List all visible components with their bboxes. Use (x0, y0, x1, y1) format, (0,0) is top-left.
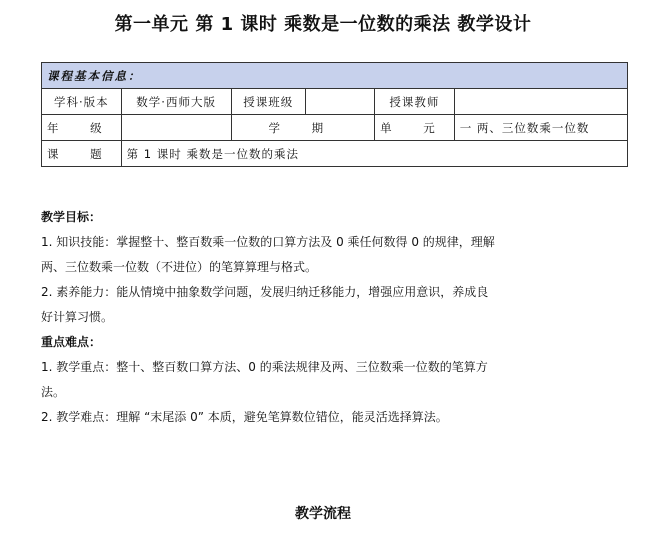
table-header: 课程基本信息： (42, 63, 628, 89)
table-header-row (42, 63, 628, 89)
objectives-line: 好计算习惯。 (41, 310, 114, 324)
key-points-line: 2. 教学难点：理解 “末尾添 0” 本质，避免笔算数位错位，能灵活选择算法。 (41, 410, 448, 424)
flow-heading: 教学流程 (295, 506, 351, 522)
table-row (42, 141, 628, 167)
unit-value: 一 两、三位数乘一位数 (454, 115, 627, 141)
document-title: 第一单元 第 1 课时 乘数是一位数的乘法 教学设计 (114, 14, 532, 35)
teacher-value (454, 89, 627, 115)
lesson-content (41, 205, 611, 430)
subject-value: 数学·西师大版 (121, 89, 231, 115)
teacher-label: 授课教师 (375, 89, 455, 115)
objectives-line: 1. 知识技能：掌握整十、整百数乘一位数的口算方法及 0 乘任何数得 0 的规律，理解 (41, 235, 495, 249)
table-row (42, 115, 628, 141)
key-points-line: 法。 (41, 385, 66, 399)
objectives-line: 2. 素养能力：能从情境中抽象数学问题，发展归纳迁移能力，增强应用意识，养成良 (41, 285, 489, 299)
table-row (42, 89, 628, 115)
topic-label: 课 题 (42, 141, 122, 167)
topic-value: 第 1 课时 乘数是一位数的乘法 (121, 141, 627, 167)
grade-label: 年 级 (42, 115, 122, 141)
objectives-heading: 教学目标： (41, 210, 102, 224)
key-points-line: 1. 教学重点：整十、整百数口算方法、0 的乘法规律及两、三位数乘一位数的笔算方 (41, 360, 488, 374)
class-label: 授课班级 (231, 89, 305, 115)
course-info-table (41, 62, 628, 167)
unit-label: 单 元 (375, 115, 455, 141)
grade-value (121, 115, 231, 141)
key-points-heading: 重点难点： (41, 335, 102, 349)
semester-label: 学 期 (231, 115, 375, 141)
objectives-line: 两、三位数乘一位数（不进位）的笔算算理与格式。 (41, 260, 318, 274)
class-value (305, 89, 374, 115)
subject-label: 学科·版本 (42, 89, 122, 115)
